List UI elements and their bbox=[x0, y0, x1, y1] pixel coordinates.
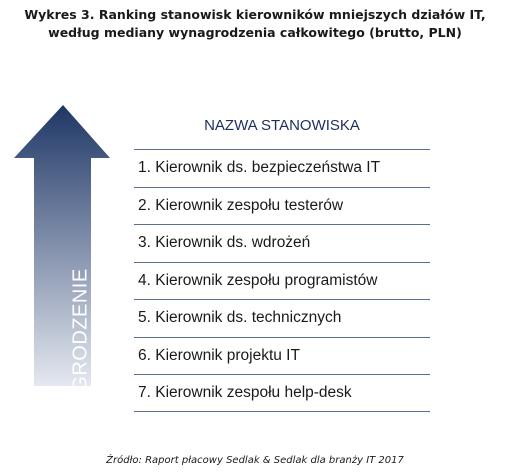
chart-title-line-2: według mediany wynagrodzenia całkowitego (brutto, PLN) bbox=[48, 25, 462, 40]
list-item: 2. Kierownik zespołu testerów bbox=[134, 187, 430, 225]
salary-arrow bbox=[12, 103, 112, 454]
chart-title-line-1: Wykres 3. Ranking stanowisk kierowników mniejszych działów IT, bbox=[24, 7, 486, 22]
list-item: 1. Kierownik ds. bezpieczeństwa IT bbox=[134, 149, 430, 187]
source-note: Źródło: Raport płacowy Sedlak & Sedlak dla branży IT 2017 bbox=[106, 455, 404, 466]
list-item: 5. Kierownik ds. technicznych bbox=[134, 299, 430, 337]
position-ranking-list bbox=[134, 149, 430, 412]
list-item: 7. Kierownik zespołu help-desk bbox=[134, 374, 430, 412]
list-item: 4. Kierownik zespołu programistów bbox=[134, 262, 430, 300]
up-arrow-icon bbox=[12, 103, 112, 388]
arrow-label: WYNAGRODZENIE bbox=[69, 268, 92, 454]
arrow-shape bbox=[14, 105, 110, 386]
list-item: 3. Kierownik ds. wdrożeń bbox=[134, 224, 430, 262]
list-header: NAZWA STANOWISKA bbox=[204, 117, 360, 134]
list-item: 6. Kierownik projektu IT bbox=[134, 337, 430, 375]
chart-title bbox=[0, 6, 510, 42]
